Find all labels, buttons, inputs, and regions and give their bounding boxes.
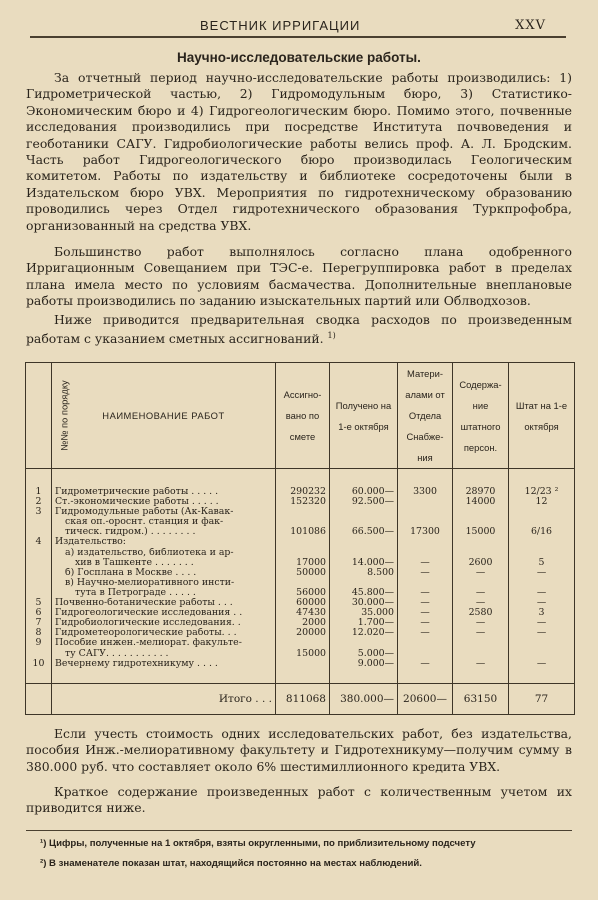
- col-header-materials: Матери-алами от Отдела Снабже-ния: [398, 363, 453, 469]
- cell-materials: —: [398, 618, 453, 628]
- cell-received: 35.000: [330, 608, 398, 618]
- paragraph-5: Краткое содержание произведенных работ с количественным учетом их приводится ниже.: [26, 784, 572, 816]
- cell-staff-count: [509, 517, 575, 527]
- cell-staff-count: [509, 548, 575, 558]
- cell-num: [26, 649, 52, 659]
- cell-name-text: а) издательство, библиотека и ар-: [65, 547, 234, 558]
- cell-materials: —: [398, 608, 453, 618]
- cell-num: 2: [26, 497, 52, 507]
- cell-name: Издательство:: [52, 537, 276, 547]
- cell-staff-count: [509, 649, 575, 659]
- expenditure-table: [25, 362, 575, 715]
- table-row: [26, 548, 575, 558]
- table-header-row: [26, 363, 575, 469]
- cell-staff-count: —: [509, 588, 575, 598]
- cell-num: 3: [26, 507, 52, 517]
- cell-materials: [398, 497, 453, 507]
- cell-assigned: [276, 638, 330, 648]
- cell-received: 66.500—: [330, 527, 398, 537]
- cell-name-text: в) Научно-мелиоративного инсти-: [65, 577, 235, 588]
- cell-received: 8.500: [330, 568, 398, 578]
- cell-assigned: 56000: [276, 588, 330, 598]
- table-row: [26, 649, 575, 659]
- paragraph-1: За отчетный период научно-исследовательские работы производились: 1) Гидрометрической частью, 2) Гидромодульным бюро, 3) Статистико-Экономическим бюро и 4) Гидрогеологическим бюро. Помимо этого, почвенные исследования производились при посредстве Института почвоведения и геоботаники САГУ. Гидробиологические работы велись проф. А. Л. Бродским. Часть работ Гидрогеологического бюро производилась Геологическим комитетом. Работы по издательству и библиотеке сосредоточены были в Издательском бюро УВХ. Мероприятия по гидротехническому образованию проводились через Отдел гидротехнического образования Туркпрофобра, организованный на средства УВХ.: [26, 70, 572, 233]
- cell-received: [330, 638, 398, 648]
- cell-staff-cost: [453, 537, 509, 547]
- cell-assigned: [276, 578, 330, 588]
- cell-num: 9: [26, 638, 52, 648]
- cell-num: [26, 558, 52, 568]
- cell-num: [26, 527, 52, 537]
- cell-assigned: 60000: [276, 598, 330, 608]
- cell-materials: 3300: [398, 487, 453, 497]
- cell-num: 4: [26, 537, 52, 547]
- cell-name: [52, 558, 276, 568]
- cell-staff-cost: [453, 578, 509, 588]
- cell-staff-cost: [453, 507, 509, 517]
- cell-staff-count: [509, 507, 575, 517]
- cell-received: 14.000—: [330, 558, 398, 568]
- cell-materials: [398, 537, 453, 547]
- cell-received: [330, 548, 398, 558]
- cell-materials: [398, 578, 453, 588]
- table-row: [26, 497, 575, 507]
- total-assigned: 811068: [276, 683, 330, 714]
- cell-staff-cost: [453, 517, 509, 527]
- cell-materials: —: [398, 588, 453, 598]
- cell-received: 12.020—: [330, 628, 398, 638]
- cell-staff-count: 12: [509, 497, 575, 507]
- cell-staff-cost: 2580: [453, 608, 509, 618]
- cell-assigned: 15000: [276, 649, 330, 659]
- header-rule: [30, 36, 566, 38]
- cell-staff-cost: —: [453, 568, 509, 578]
- cell-assigned: 20000: [276, 628, 330, 638]
- cell-assigned: 290232: [276, 487, 330, 497]
- cell-staff-cost: —: [453, 659, 509, 669]
- col-header-assigned: Ассигно-вано по смете: [276, 363, 330, 469]
- cell-staff-cost: 2600: [453, 558, 509, 568]
- table-body: [26, 469, 575, 715]
- cell-assigned: [276, 517, 330, 527]
- cell-materials: —: [398, 659, 453, 669]
- total-num: [26, 683, 52, 714]
- table-row: [26, 527, 575, 537]
- cell-assigned: [276, 548, 330, 558]
- cell-name: Гидрометрические работы . . . . .: [52, 487, 276, 497]
- cell-staff-count: 3: [509, 608, 575, 618]
- cell-name: [52, 548, 276, 558]
- cell-assigned: 2000: [276, 618, 330, 628]
- cell-staff-count: —: [509, 568, 575, 578]
- cell-name: Гидрометеорологические работы. . .: [52, 628, 276, 638]
- cell-num: [26, 578, 52, 588]
- running-header: [0, 18, 598, 38]
- cell-staff-cost: —: [453, 628, 509, 638]
- footnote-1: ¹) Цифры, полученные на 1 октября, взяты округленными, по приблизительному подсчету: [40, 838, 476, 849]
- cell-staff-cost: —: [453, 598, 509, 608]
- cell-staff-count: [509, 537, 575, 547]
- cell-staff-cost: [453, 649, 509, 659]
- cell-staff-count: 5: [509, 558, 575, 568]
- cell-name-text: тическ. гидром.) . . . . . . . .: [65, 527, 196, 538]
- cell-name: Пособие инжен.-мелиорат. факульте-: [52, 638, 276, 648]
- cell-received: [330, 537, 398, 547]
- cell-staff-cost: [453, 548, 509, 558]
- cell-staff-cost: 15000: [453, 527, 509, 537]
- total-materials: 20600—: [398, 683, 453, 714]
- cell-staff-cost: —: [453, 588, 509, 598]
- total-received: 380.000—: [330, 683, 398, 714]
- cell-name-text: тута в Петрограде . . . . .: [75, 587, 196, 598]
- cell-materials: [398, 649, 453, 659]
- cell-assigned: [276, 659, 330, 669]
- footnote-ref-1: 1): [327, 331, 336, 341]
- table-spacer: [26, 469, 575, 488]
- cell-name: Гидромодульные работы (Ак-Кавак-: [52, 507, 276, 517]
- cell-name-text: ская оп.-ороснт. станция и фак-: [65, 517, 224, 528]
- col-header-num: №№ по порядку: [26, 363, 52, 469]
- total-staff-count: 77: [509, 683, 575, 714]
- cell-num: 6: [26, 608, 52, 618]
- paragraph-3-text: Ниже приводится предварительная сводка расходов по произведенным работам с указанием сметных ассигнований.: [26, 312, 572, 347]
- cell-materials: [398, 548, 453, 558]
- cell-staff-cost: —: [453, 618, 509, 628]
- journal-title: ВЕСТНИК ИРРИГАЦИИ: [200, 18, 361, 33]
- cell-name: [52, 568, 276, 578]
- cell-assigned: 101086: [276, 527, 330, 537]
- table-row: [26, 659, 575, 669]
- cell-assigned: 47430: [276, 608, 330, 618]
- cell-name: [52, 578, 276, 588]
- table-row: [26, 558, 575, 568]
- cell-received: 60.000—: [330, 487, 398, 497]
- table-spacer: [26, 669, 575, 684]
- cell-name: Ст.-экономические работы . . . . .: [52, 497, 276, 507]
- cell-received: 1.700—: [330, 618, 398, 628]
- section-title: Научно-исследовательские работы.: [177, 50, 421, 65]
- page-number: XXV: [515, 18, 546, 33]
- total-staff-cost: 63150: [453, 683, 509, 714]
- cell-name-text: ту САГУ. . . . . . . . . . .: [65, 648, 169, 659]
- total-label: Итого . . .: [52, 683, 276, 714]
- cell-name: Гидрогеологические исследования . .: [52, 608, 276, 618]
- cell-received: [330, 578, 398, 588]
- cell-received: 30.000—: [330, 598, 398, 608]
- table-total-row: [26, 683, 575, 714]
- cell-received: 45.800—: [330, 588, 398, 598]
- paragraph-4: Если учесть стоимость одних исследовательских работ, без издательства, пособия Инж.-мелиоративному факультету и Гидротехникуму—получим сумму в 380.000 руб. что составляет около 6% шестимиллионного кредита УВХ.: [26, 726, 572, 774]
- cell-staff-count: —: [509, 618, 575, 628]
- cell-staff-count: [509, 578, 575, 588]
- table-row: [26, 628, 575, 638]
- cell-materials: [398, 638, 453, 648]
- table-row: [26, 578, 575, 588]
- cell-received: 92.500—: [330, 497, 398, 507]
- cell-materials: —: [398, 558, 453, 568]
- cell-num: 8: [26, 628, 52, 638]
- table-row: [26, 537, 575, 547]
- cell-num: [26, 517, 52, 527]
- cell-received: 9.000—: [330, 659, 398, 669]
- cell-received: [330, 517, 398, 527]
- cell-staff-cost: 28970: [453, 487, 509, 497]
- cell-staff-count: 12/23 ²: [509, 487, 575, 497]
- table-row: [26, 507, 575, 517]
- cell-num: 7: [26, 618, 52, 628]
- cell-num: 10: [26, 659, 52, 669]
- cell-received: [330, 507, 398, 517]
- cell-staff-cost: [453, 638, 509, 648]
- cell-num: [26, 568, 52, 578]
- cell-assigned: 152320: [276, 497, 330, 507]
- cell-staff-count: [509, 638, 575, 648]
- paragraph-2: Большинство работ выполнялось согласно плана одобренного Ирригационным Совещанием при ТЭС-е. Перегруппировка работ в пределах плана имела место по условиям басмачества. Дополнительные внеплановые работы производились по заданию изыскательных партий или Облводхозов.: [26, 244, 572, 309]
- table-row: [26, 487, 575, 497]
- cell-staff-count: 6/16: [509, 527, 575, 537]
- footnote-2: ²) В знаменателе показан штат, находящийся постоянно на местах наблюдений.: [40, 858, 422, 869]
- cell-staff-cost: 14000: [453, 497, 509, 507]
- cell-staff-count: —: [509, 628, 575, 638]
- cell-name-text: б) Госплана в Москве . . . .: [65, 567, 197, 578]
- cell-num: 1: [26, 487, 52, 497]
- cell-name: [52, 527, 276, 537]
- cell-materials: —: [398, 568, 453, 578]
- cell-num: [26, 548, 52, 558]
- col-header-staff-count: Штат на 1-е октября: [509, 363, 575, 469]
- cell-materials: —: [398, 628, 453, 638]
- cell-name: [52, 517, 276, 527]
- cell-name: Гидробиологические исследования. .: [52, 618, 276, 628]
- cell-materials: —: [398, 598, 453, 608]
- cell-received: 5.000—: [330, 649, 398, 659]
- table-row: [26, 568, 575, 578]
- cell-assigned: 17000: [276, 558, 330, 568]
- cell-staff-count: —: [509, 659, 575, 669]
- cell-name: Вечернему гидротехникуму . . . .: [52, 659, 276, 669]
- cell-materials: 17300: [398, 527, 453, 537]
- paragraph-3: [26, 312, 572, 348]
- table-row: [26, 517, 575, 527]
- cell-assigned: 50000: [276, 568, 330, 578]
- table-row: [26, 588, 575, 598]
- table-row: [26, 608, 575, 618]
- col-header-staff-cost: Содержа-ние штатного персон.: [453, 363, 509, 469]
- col-header-name: НАИМЕНОВАНИЕ РАБОТ: [52, 363, 276, 469]
- cell-num: 5: [26, 598, 52, 608]
- cell-materials: [398, 517, 453, 527]
- footnote-rule: [26, 830, 572, 831]
- cell-assigned: [276, 507, 330, 517]
- cell-name-text: хив в Ташкенте . . . . . . .: [75, 557, 194, 568]
- cell-name: [52, 588, 276, 598]
- col-header-received: Получено на 1-е октября: [330, 363, 398, 469]
- cell-materials: [398, 507, 453, 517]
- table-row: [26, 598, 575, 608]
- table-row: [26, 618, 575, 628]
- cell-num: [26, 588, 52, 598]
- table-row: [26, 638, 575, 648]
- cell-staff-count: —: [509, 598, 575, 608]
- cell-name: [52, 649, 276, 659]
- cell-assigned: [276, 537, 330, 547]
- cell-name: Почвенно-ботанические работы . . .: [52, 598, 276, 608]
